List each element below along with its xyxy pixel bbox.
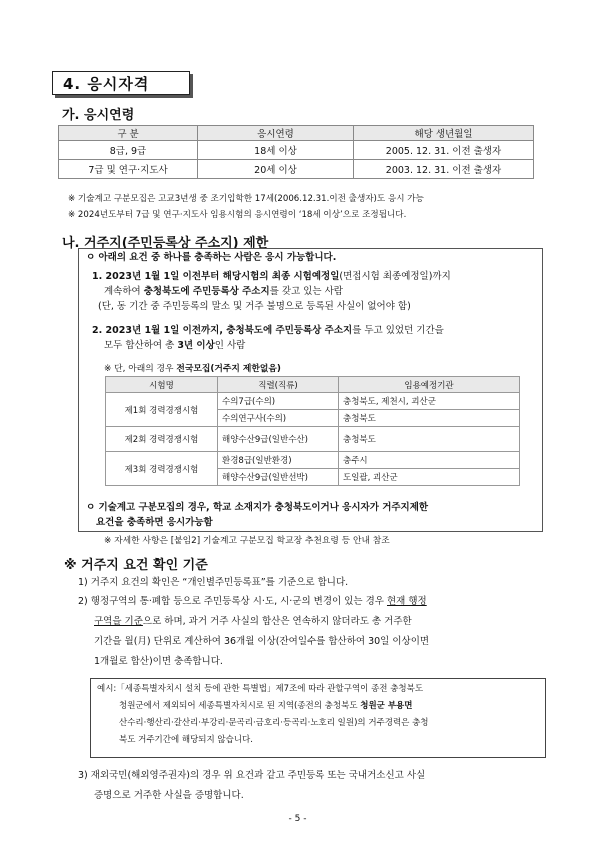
table-row (59, 160, 534, 179)
example-bold: 청원군 부용면 (360, 701, 413, 711)
table-cell: 7급 및 연구·지도사 (59, 160, 198, 179)
check-para-3 (78, 766, 425, 806)
residence-item-2 (92, 323, 444, 353)
table-row (106, 393, 520, 410)
para3-text: 3) 재외국민(해외영주권자)의 경우 위 요건과 같고 주민등록 또는 국내거소신고 사실 (78, 770, 426, 781)
tech-school-text: 요건을 충족하면 응시가능함 (96, 517, 213, 528)
exam-table (105, 376, 520, 486)
agency-cell: 충청북도, 제천시, 괴산군 (339, 393, 520, 410)
example-line: 산수리·행산리·갈산리·부강리·문곡리·금호리·등곡리·노호리 일원)의 거주경력은 충청 (119, 718, 429, 728)
table-cell: 8급, 9급 (59, 141, 198, 160)
exam-name-cell: 제1회 경력경쟁시험 (106, 393, 218, 427)
age-note: ※ 기술계고 구분모집은 고교3년생 중 조기입학한 17세(2006.12.31.이전 출생자)도 응시 가능 (68, 194, 424, 204)
item1-bold: 충청북도에 주민등록상 주소지 (143, 286, 270, 297)
table-row (59, 141, 534, 160)
exam-name-cell: 제2회 경력경쟁시험 (106, 427, 218, 452)
agency-cell: 충청북도 (339, 410, 520, 427)
job-cell: 수의연구사(수의) (218, 410, 339, 427)
residence-heading: 나. 거주지(주민등록상 주소지) 제한 (62, 236, 269, 251)
item1-text: 를 갖고 있는 사람 (269, 286, 343, 297)
header-cell: 구 분 (59, 126, 198, 141)
residence-intro: ㅇ 아래의 요건 중 하나를 충족하는 사람은 응시 가능합니다. (86, 252, 337, 263)
job-cell: 해양수산9급(일반선박) (218, 469, 339, 486)
para2-underline: 구역을 기준 (94, 616, 143, 627)
example-box (90, 678, 546, 758)
exception-text: ※ 단, 아래의 경우 (104, 364, 177, 374)
job-cell: 수의7급(수의) (218, 393, 339, 410)
para2-text: 기간을 월(月) 단위로 계산하여 36개월 이상(잔여일수를 합산하여 30일 이상이면 (94, 636, 430, 647)
job-cell: 환경8급(일반환경) (218, 452, 339, 469)
table-header-row (106, 377, 520, 393)
table-row (106, 452, 520, 469)
item2-bold: 3년 이상 (177, 340, 215, 351)
item1-text: (면접시험 최종예정일)까지 (339, 271, 451, 282)
exception-note (104, 361, 281, 374)
age-heading: 가. 응시연령 (62, 108, 135, 123)
header-cell: 해당 생년월일 (354, 126, 534, 141)
example-line: 예시:「세종특별자치시 설치 등에 관한 특별법」제7조에 따라 관할구역이 종전 충청북도 (97, 684, 424, 694)
tech-school-reference: ※ 자세한 사항은 [붙임2] 기술계고 구분모집 학교장 추천요령 등 안내 참조 (104, 536, 390, 546)
table-cell: 2003. 12. 31. 이전 출생자 (354, 160, 534, 179)
header-cell: 직렬(직류) (218, 377, 339, 393)
table-cell: 2005. 12. 31. 이전 출생자 (354, 141, 534, 160)
item2-bold: 2. 2023년 1월 1일 이전까지, 충청북도에 주민등록상 주소지 (92, 325, 353, 336)
check-para-1: 1) 거주지 요건의 확인은 “개인별주민등록표”를 기준으로 합니다. (78, 577, 349, 588)
exam-name-cell: 제3회 경력경쟁시험 (106, 452, 218, 486)
item1-text: 계속하여 (104, 286, 144, 297)
item2-text: 인 사람 (214, 340, 246, 351)
para2-text: 1개월로 합산)이면 충족합니다. (94, 656, 223, 667)
section-title: 4. 응시자격 (52, 71, 190, 95)
para2-underline: 현재 행정 (386, 596, 427, 607)
tech-school-note (86, 500, 428, 530)
table-cell: 20세 이상 (198, 160, 354, 179)
item1-condition: (단, 동 기간 중 주민등록의 말소 및 거주 불명으로 등록된 사실이 없어야 함) (98, 301, 411, 312)
header-cell: 응시연령 (198, 126, 354, 141)
tech-school-text: ㅇ 기술계고 구분모집의 경우, 학교 소재지가 충청북도이거나 응시자가 거주지제한 (86, 502, 429, 513)
agency-cell: 충주시 (339, 452, 520, 469)
item1-bold: 1. 2023년 1월 1일 이전부터 해당시험의 최종 시험예정일 (92, 271, 340, 282)
table-cell: 18세 이상 (198, 141, 354, 160)
table-row (106, 427, 520, 452)
age-note: ※ 2024년도부터 7급 및 연구·지도사 임용시험의 응시연령이 ‘18세 이상’으로 조정됩니다. (68, 210, 407, 220)
exception-bold: 전국모집(거주지 제한없음) (176, 364, 281, 374)
age-table (58, 125, 534, 179)
example-line (97, 698, 539, 715)
para2-text: 2) 행정구역의 통·폐합 등으로 주민등록상 시·도, 시·군의 변경이 있는 경우 (78, 596, 387, 607)
check-heading: ※ 거주지 요건 확인 기준 (64, 558, 208, 573)
para3-text: 증명으로 거주한 사실을 증명합니다. (94, 790, 244, 801)
example-line: 북도 거주기간에 해당되지 않습니다. (119, 735, 253, 745)
header-cell: 임용예정기관 (339, 377, 520, 393)
residence-item-1 (92, 269, 451, 314)
table-header-row (59, 126, 534, 141)
job-cell: 해양수산9급(일반수산) (218, 427, 339, 452)
example-text: 청원군에서 제외되어 세종특별자치시로 된 지역(종전의 충청북도 (119, 701, 361, 711)
header-cell: 시험명 (106, 377, 218, 393)
check-para-2 (78, 592, 429, 672)
agency-cell: 충청북도 (339, 427, 520, 452)
item2-text: 를 두고 있었던 기간을 (352, 325, 444, 336)
para2-text: 으로 하며, 과거 거주 사실의 합산은 연속하지 않더라도 총 거주한 (142, 616, 412, 627)
item2-text: 모두 합산하여 총 (104, 340, 178, 351)
agency-cell: 도일괄, 괴산군 (339, 469, 520, 486)
page-number: - 5 - (288, 814, 307, 824)
